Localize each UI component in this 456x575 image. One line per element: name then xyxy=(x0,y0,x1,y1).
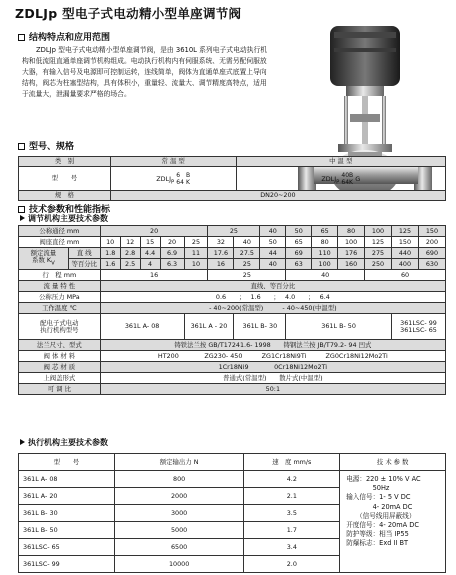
actuator-label: 配电子式电动 执行机构型号 xyxy=(19,314,101,340)
table-row-model: 361L A- 08 xyxy=(19,471,115,488)
description-text: ZDLJp 型电子式电动精小型单座调节阀，是由 3610L 系列电子式电动执行机构和低流阻直通单座调节机构组成。电动执行机构内有伺服系统、无需另配伺服放大器，有输入信号及电源即可控制运转，连线简单，阀体为直通单座式底置上导向结构，阀芯为柱塞型结构，具有体积小，重量轻、流量大、调节精度高特点，适用于流量大，泄漏量要求严格的场合。 xyxy=(22,46,268,98)
regulating-param-table: 公称通径 mm 20 25 40 50 65 80 100 125 150 阀座直径 mm 10 12 15 20 25 32 40 50 65 80 100 125 150 200 额定流量 系数 $K_V$ 直 线 1.8 2.8 4.4 6.9 11 17.6 27.5 44 69 110 176 275 440 690 等百分比 1.6 2.5 4 6.3 10 16 25 40 63 100 160 250 400 630 行 程 mm 16 25 40 60 流 量 特 性 直线、等百分比 公称压力 MPa 0.6 ； 1.6 ； 4.0 ； 6.4 工作温度 ℃ - 40~200(常温型) - 40~450(中温型) 配电子式电动 执行机构型号 361L A- 08 361L A - 20 361L B- 30 361L B- 50 361LSC- 99 361LSC- 65 法兰尺寸、型式 铸铁法兰按 GB/T17241.6- 1998 铸钢法兰按 JB/T79.2- 94 凹式 阀 体 材 料 HT200 ZG230- 450 ZG1Cr18Ni9Ti ZG0Cr18Ni12Mo2Ti 阀 芯 材 质 1Cr18Ni9 0Cr18Ni12Mo2Ti 上阀盖形式 普通式(常温型) 散片式(中温型) 可 调 比 50:1 xyxy=(18,225,446,395)
section-model xyxy=(18,139,74,152)
bonnet-label: 上阀盖形式 xyxy=(19,373,101,384)
subsection-regulating-title: 调节机构主要技术参数 xyxy=(28,214,108,223)
model-spec-table xyxy=(18,156,446,201)
normal-model-code: $ZDLJ_P$ 6 64 B K xyxy=(110,167,236,191)
core-label: 阀 芯 材 质 xyxy=(19,362,101,373)
table-row-model: 361L B- 50 xyxy=(19,522,115,539)
section-structure xyxy=(18,30,110,43)
section-params-title: 技术参数和性能指标 xyxy=(29,205,111,215)
header-mid: 中 温 型 xyxy=(236,157,446,167)
pn-values: 0.6 ； 1.6 ； 4.0 ； 6.4 xyxy=(100,292,445,303)
kv-label: 额定流量 系数 $K_V$ xyxy=(19,248,69,270)
range-label: 可 调 比 xyxy=(19,384,101,395)
header-tech: 技 术 参 数 xyxy=(340,454,446,471)
page-title: ZDLJp 型电子式电动精小型单座调节阀 xyxy=(15,6,242,21)
triangle-bullet-icon xyxy=(20,439,25,445)
table-row-model: 361L A- 20 xyxy=(19,488,115,505)
subsection-actuator-title: 执行机构主要技术参数 xyxy=(28,438,108,447)
header-model: 型 号 xyxy=(19,454,115,471)
header-class: 类 别 xyxy=(19,157,111,167)
dn-label: 公称通径 mm xyxy=(19,226,101,237)
square-bullet-icon xyxy=(18,143,25,150)
triangle-bullet-icon xyxy=(20,215,25,221)
table-row-model: 361LSC- 99 xyxy=(19,556,115,573)
temp-label: 工作温度 ℃ xyxy=(19,303,101,314)
kv-line-label: 直 线 xyxy=(68,248,100,259)
section-model-title: 型号、规格 xyxy=(29,142,75,152)
table-row-model: 361L B- 30 xyxy=(19,505,115,522)
stroke-label: 行 程 mm xyxy=(19,270,101,281)
spec-value: DN20~200 xyxy=(110,191,445,201)
mid-model-code: $ZDLJ_P$ 40B 64K G xyxy=(236,167,446,191)
flange-label: 法兰尺寸、型式 xyxy=(19,340,101,351)
subsection-actuator xyxy=(20,437,108,448)
body-label: 阀 体 材 料 xyxy=(19,351,101,362)
seat-label: 阀座直径 mm xyxy=(19,237,101,248)
table-row-model: 361LSC- 65 xyxy=(19,539,115,556)
header-normal: 常 温 型 xyxy=(110,157,236,167)
subsection-regulating xyxy=(20,213,108,224)
actuator-param-table: 型 号 额定输出力 N 速 度 mm/s 技 术 参 数 361L A- 08 800 4.2 电源：220 ± 10% V AC 50Hz 输入信号：1- 5 V DC 4- 20mA DC （信号线用屏蔽线） 开度信号：4- 20mA DC 防护等级：相当 IP55 防爆标志：Exd II BT 361L A- 20 2000 2.1 361L B- 30 3000 3.5 361L B- 50 5000 1.7 361LSC- 65 6500 3.4 361LSC- 99 10000 2.0 xyxy=(18,453,446,573)
actuator-spec-block: 电源：220 ± 10% V AC 50Hz 输入信号：1- 5 V DC 4- 20mA DC （信号线用屏蔽线） 开度信号：4- 20mA DC 防护等级：相当 IP55 防爆标志：Exd II BT xyxy=(340,471,446,573)
header-force: 额定输出力 N xyxy=(114,454,244,471)
row-model-label: 型 号 xyxy=(19,167,111,191)
square-bullet-icon xyxy=(18,206,25,213)
header-speed: 速 度 mm/s xyxy=(244,454,340,471)
section-structure-title: 结构特点和应用范围 xyxy=(29,33,111,43)
square-bullet-icon xyxy=(18,34,25,41)
pn-label: 公称压力 MPa xyxy=(19,292,101,303)
flow-label: 流 量 特 性 xyxy=(19,281,101,292)
kv-pct-label: 等百分比 xyxy=(68,259,100,270)
row-spec-label: 规 格 xyxy=(19,191,111,201)
